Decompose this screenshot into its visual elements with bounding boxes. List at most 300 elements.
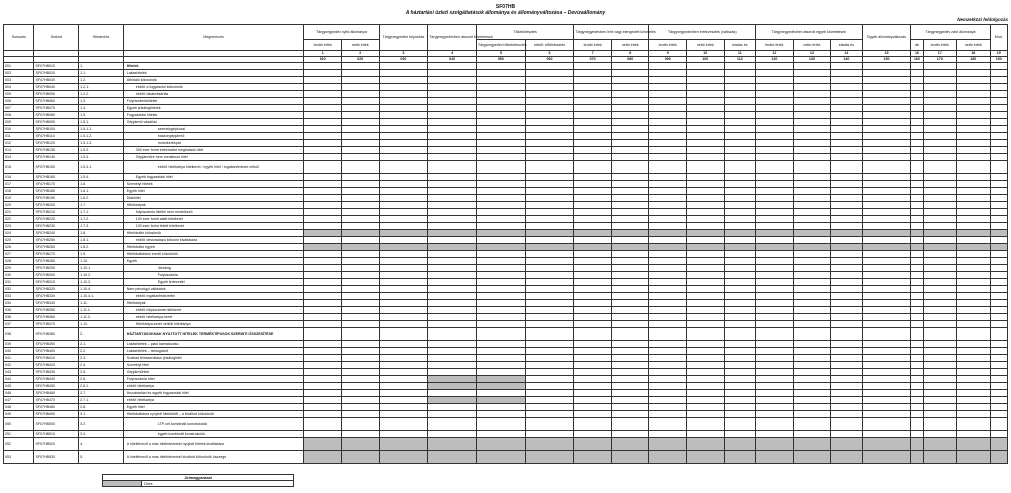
- data-cell[interactable]: [957, 91, 991, 98]
- data-cell[interactable]: [611, 244, 649, 251]
- data-cell[interactable]: [756, 154, 794, 161]
- data-cell[interactable]: [525, 369, 574, 376]
- data-cell[interactable]: [831, 411, 862, 418]
- data-cell[interactable]: [957, 397, 991, 404]
- data-cell[interactable]: [304, 328, 342, 341]
- data-cell[interactable]: [379, 321, 428, 328]
- data-cell[interactable]: [379, 286, 428, 293]
- data-cell[interactable]: [923, 286, 956, 293]
- data-cell[interactable]: [724, 397, 755, 404]
- data-cell[interactable]: [574, 202, 612, 209]
- data-cell[interactable]: [862, 286, 911, 293]
- data-cell[interactable]: [957, 321, 991, 328]
- data-cell[interactable]: [476, 161, 525, 174]
- data-cell[interactable]: [379, 251, 428, 258]
- data-cell[interactable]: [304, 181, 342, 188]
- data-cell[interactable]: [957, 307, 991, 314]
- data-cell[interactable]: [911, 348, 923, 355]
- data-cell[interactable]: [341, 105, 379, 112]
- data-cell[interactable]: [793, 397, 831, 404]
- data-cell[interactable]: [990, 328, 1007, 341]
- data-cell[interactable]: [911, 258, 923, 265]
- data-cell[interactable]: [304, 307, 342, 314]
- data-cell[interactable]: [756, 341, 794, 348]
- data-cell[interactable]: [793, 390, 831, 397]
- data-cell[interactable]: [756, 119, 794, 126]
- data-cell[interactable]: [574, 112, 612, 119]
- data-cell[interactable]: [611, 140, 649, 147]
- data-cell[interactable]: [428, 63, 477, 70]
- data-cell[interactable]: [341, 397, 379, 404]
- data-cell[interactable]: [649, 147, 687, 154]
- data-cell[interactable]: [341, 300, 379, 307]
- data-cell[interactable]: [687, 230, 725, 237]
- data-cell[interactable]: [476, 244, 525, 251]
- data-cell[interactable]: [990, 279, 1007, 286]
- data-cell[interactable]: [574, 362, 612, 369]
- data-cell[interactable]: [831, 348, 862, 355]
- data-cell[interactable]: [756, 397, 794, 404]
- data-cell[interactable]: [611, 223, 649, 230]
- data-cell[interactable]: [341, 70, 379, 77]
- data-cell[interactable]: [525, 362, 574, 369]
- data-cell[interactable]: [525, 404, 574, 411]
- data-cell[interactable]: [831, 140, 862, 147]
- data-cell[interactable]: [756, 70, 794, 77]
- data-cell[interactable]: [428, 369, 477, 376]
- data-cell[interactable]: [379, 383, 428, 390]
- data-cell[interactable]: [525, 438, 574, 451]
- data-cell[interactable]: [911, 181, 923, 188]
- data-cell[interactable]: [862, 133, 911, 140]
- data-cell[interactable]: [611, 321, 649, 328]
- data-cell[interactable]: [862, 307, 911, 314]
- data-cell[interactable]: [957, 105, 991, 112]
- data-cell[interactable]: [428, 411, 477, 418]
- data-cell[interactable]: [476, 355, 525, 362]
- data-cell[interactable]: [428, 230, 477, 237]
- data-cell[interactable]: [724, 209, 755, 216]
- data-cell[interactable]: [649, 244, 687, 251]
- data-cell[interactable]: [756, 202, 794, 209]
- data-cell[interactable]: [304, 362, 342, 369]
- data-cell[interactable]: [831, 98, 862, 105]
- data-cell[interactable]: [649, 230, 687, 237]
- data-cell[interactable]: [379, 112, 428, 119]
- data-cell[interactable]: [862, 258, 911, 265]
- data-cell[interactable]: [379, 216, 428, 223]
- data-cell[interactable]: [862, 293, 911, 300]
- data-cell[interactable]: [341, 418, 379, 431]
- data-cell[interactable]: [476, 209, 525, 216]
- data-cell[interactable]: [574, 84, 612, 91]
- data-cell[interactable]: [476, 404, 525, 411]
- data-cell[interactable]: [476, 91, 525, 98]
- data-cell[interactable]: [574, 341, 612, 348]
- data-cell[interactable]: [923, 376, 956, 383]
- data-cell[interactable]: [428, 451, 477, 464]
- data-cell[interactable]: [341, 362, 379, 369]
- data-cell[interactable]: [476, 84, 525, 91]
- data-cell[interactable]: [525, 140, 574, 147]
- data-cell[interactable]: [911, 328, 923, 341]
- data-cell[interactable]: [476, 154, 525, 161]
- data-cell[interactable]: [923, 133, 956, 140]
- data-cell[interactable]: [611, 188, 649, 195]
- data-cell[interactable]: [957, 244, 991, 251]
- data-cell[interactable]: [525, 70, 574, 77]
- data-cell[interactable]: [649, 161, 687, 174]
- data-cell[interactable]: [862, 265, 911, 272]
- data-cell[interactable]: [428, 300, 477, 307]
- data-cell[interactable]: [724, 293, 755, 300]
- data-cell[interactable]: [687, 112, 725, 119]
- data-cell[interactable]: [957, 181, 991, 188]
- data-cell[interactable]: [724, 63, 755, 70]
- data-cell[interactable]: [574, 237, 612, 244]
- data-cell[interactable]: [724, 126, 755, 133]
- data-cell[interactable]: [476, 119, 525, 126]
- data-cell[interactable]: [649, 376, 687, 383]
- data-cell[interactable]: [687, 126, 725, 133]
- data-cell[interactable]: [649, 272, 687, 279]
- data-cell[interactable]: [687, 293, 725, 300]
- data-cell[interactable]: [476, 418, 525, 431]
- data-cell[interactable]: [379, 133, 428, 140]
- data-cell[interactable]: [611, 195, 649, 202]
- data-cell[interactable]: [687, 237, 725, 244]
- data-cell[interactable]: [476, 431, 525, 438]
- data-cell[interactable]: [831, 63, 862, 70]
- data-cell[interactable]: [574, 431, 612, 438]
- data-cell[interactable]: [379, 404, 428, 411]
- data-cell[interactable]: [476, 411, 525, 418]
- data-cell[interactable]: [756, 209, 794, 216]
- data-cell[interactable]: [304, 390, 342, 397]
- data-cell[interactable]: [304, 321, 342, 328]
- data-cell[interactable]: [611, 404, 649, 411]
- data-cell[interactable]: [862, 390, 911, 397]
- data-cell[interactable]: [428, 223, 477, 230]
- data-cell[interactable]: [911, 237, 923, 244]
- data-cell[interactable]: [957, 404, 991, 411]
- data-cell[interactable]: [574, 272, 612, 279]
- data-cell[interactable]: [574, 355, 612, 362]
- data-cell[interactable]: [911, 431, 923, 438]
- data-cell[interactable]: [525, 181, 574, 188]
- data-cell[interactable]: [793, 216, 831, 223]
- data-cell[interactable]: [923, 307, 956, 314]
- data-cell[interactable]: [428, 181, 477, 188]
- data-cell[interactable]: [990, 431, 1007, 438]
- data-cell[interactable]: [911, 383, 923, 390]
- data-cell[interactable]: [724, 376, 755, 383]
- data-cell[interactable]: [341, 258, 379, 265]
- data-cell[interactable]: [525, 237, 574, 244]
- data-cell[interactable]: [990, 147, 1007, 154]
- data-cell[interactable]: [304, 314, 342, 321]
- data-cell[interactable]: [379, 411, 428, 418]
- data-cell[interactable]: [687, 376, 725, 383]
- data-cell[interactable]: [911, 140, 923, 147]
- data-cell[interactable]: [525, 390, 574, 397]
- data-cell[interactable]: [793, 209, 831, 216]
- data-cell[interactable]: [379, 348, 428, 355]
- data-cell[interactable]: [476, 300, 525, 307]
- data-cell[interactable]: [724, 195, 755, 202]
- data-cell[interactable]: [649, 174, 687, 181]
- data-cell[interactable]: [862, 154, 911, 161]
- data-cell[interactable]: [341, 209, 379, 216]
- data-cell[interactable]: [862, 328, 911, 341]
- data-cell[interactable]: [525, 307, 574, 314]
- data-cell[interactable]: [756, 112, 794, 119]
- data-cell[interactable]: [611, 112, 649, 119]
- data-cell[interactable]: [649, 223, 687, 230]
- data-cell[interactable]: [862, 451, 911, 464]
- data-cell[interactable]: [304, 293, 342, 300]
- data-cell[interactable]: [957, 223, 991, 230]
- data-cell[interactable]: [957, 119, 991, 126]
- data-cell[interactable]: [923, 362, 956, 369]
- data-cell[interactable]: [990, 126, 1007, 133]
- data-cell[interactable]: [957, 230, 991, 237]
- data-cell[interactable]: [304, 174, 342, 181]
- data-cell[interactable]: [862, 70, 911, 77]
- data-cell[interactable]: [428, 341, 477, 348]
- data-cell[interactable]: [379, 258, 428, 265]
- data-cell[interactable]: [649, 390, 687, 397]
- data-cell[interactable]: [957, 258, 991, 265]
- data-cell[interactable]: [649, 404, 687, 411]
- data-cell[interactable]: [341, 438, 379, 451]
- data-cell[interactable]: [574, 321, 612, 328]
- data-cell[interactable]: [923, 355, 956, 362]
- data-cell[interactable]: [379, 202, 428, 209]
- data-cell[interactable]: [687, 362, 725, 369]
- data-cell[interactable]: [831, 438, 862, 451]
- data-cell[interactable]: [831, 188, 862, 195]
- data-cell[interactable]: [990, 70, 1007, 77]
- data-cell[interactable]: [756, 237, 794, 244]
- data-cell[interactable]: [862, 411, 911, 418]
- data-cell[interactable]: [611, 397, 649, 404]
- data-cell[interactable]: [687, 174, 725, 181]
- data-cell[interactable]: [911, 251, 923, 258]
- data-cell[interactable]: [341, 140, 379, 147]
- data-cell[interactable]: [793, 431, 831, 438]
- data-cell[interactable]: [379, 438, 428, 451]
- data-cell[interactable]: [793, 154, 831, 161]
- data-cell[interactable]: [756, 438, 794, 451]
- data-cell[interactable]: [341, 63, 379, 70]
- data-cell[interactable]: [379, 369, 428, 376]
- data-cell[interactable]: [649, 63, 687, 70]
- data-cell[interactable]: [341, 161, 379, 174]
- data-cell[interactable]: [428, 272, 477, 279]
- data-cell[interactable]: [831, 355, 862, 362]
- data-cell[interactable]: [574, 451, 612, 464]
- data-cell[interactable]: [611, 209, 649, 216]
- data-cell[interactable]: [724, 70, 755, 77]
- data-cell[interactable]: [687, 91, 725, 98]
- data-cell[interactable]: [990, 362, 1007, 369]
- data-cell[interactable]: [957, 70, 991, 77]
- data-cell[interactable]: [923, 174, 956, 181]
- data-cell[interactable]: [724, 154, 755, 161]
- data-cell[interactable]: [525, 321, 574, 328]
- data-cell[interactable]: [923, 112, 956, 119]
- data-cell[interactable]: [304, 418, 342, 431]
- data-cell[interactable]: [649, 126, 687, 133]
- data-cell[interactable]: [476, 286, 525, 293]
- data-cell[interactable]: [724, 390, 755, 397]
- data-cell[interactable]: [923, 161, 956, 174]
- data-cell[interactable]: [687, 411, 725, 418]
- data-cell[interactable]: [724, 84, 755, 91]
- data-cell[interactable]: [756, 369, 794, 376]
- data-cell[interactable]: [756, 286, 794, 293]
- data-cell[interactable]: [990, 355, 1007, 362]
- data-cell[interactable]: [304, 209, 342, 216]
- data-cell[interactable]: [756, 244, 794, 251]
- data-cell[interactable]: [574, 70, 612, 77]
- data-cell[interactable]: [379, 362, 428, 369]
- data-cell[interactable]: [990, 451, 1007, 464]
- data-cell[interactable]: [428, 112, 477, 119]
- data-cell[interactable]: [923, 126, 956, 133]
- data-cell[interactable]: [476, 307, 525, 314]
- data-cell[interactable]: [990, 293, 1007, 300]
- data-cell[interactable]: [476, 293, 525, 300]
- data-cell[interactable]: [649, 362, 687, 369]
- data-cell[interactable]: [428, 70, 477, 77]
- data-cell[interactable]: [341, 126, 379, 133]
- data-cell[interactable]: [724, 369, 755, 376]
- data-cell[interactable]: [649, 133, 687, 140]
- data-cell[interactable]: [428, 348, 477, 355]
- data-cell[interactable]: [724, 418, 755, 431]
- data-cell[interactable]: [649, 258, 687, 265]
- data-cell[interactable]: [923, 84, 956, 91]
- data-cell[interactable]: [911, 112, 923, 119]
- data-cell[interactable]: [862, 63, 911, 70]
- data-cell[interactable]: [574, 411, 612, 418]
- data-cell[interactable]: [831, 91, 862, 98]
- data-cell[interactable]: [649, 112, 687, 119]
- data-cell[interactable]: [687, 321, 725, 328]
- data-cell[interactable]: [341, 98, 379, 105]
- data-cell[interactable]: [923, 223, 956, 230]
- data-cell[interactable]: [304, 355, 342, 362]
- data-cell[interactable]: [341, 355, 379, 362]
- data-cell[interactable]: [862, 383, 911, 390]
- data-cell[interactable]: [687, 307, 725, 314]
- data-cell[interactable]: [911, 91, 923, 98]
- data-cell[interactable]: [525, 286, 574, 293]
- data-cell[interactable]: [428, 174, 477, 181]
- data-cell[interactable]: [379, 307, 428, 314]
- data-cell[interactable]: [831, 237, 862, 244]
- data-cell[interactable]: [957, 431, 991, 438]
- data-cell[interactable]: [379, 265, 428, 272]
- data-cell[interactable]: [687, 154, 725, 161]
- data-cell[interactable]: [831, 126, 862, 133]
- data-cell[interactable]: [911, 98, 923, 105]
- data-cell[interactable]: [574, 418, 612, 431]
- data-cell[interactable]: [525, 84, 574, 91]
- data-cell[interactable]: [304, 133, 342, 140]
- data-cell[interactable]: [525, 251, 574, 258]
- data-cell[interactable]: [304, 286, 342, 293]
- data-cell[interactable]: [341, 237, 379, 244]
- data-cell[interactable]: [831, 147, 862, 154]
- data-cell[interactable]: [379, 223, 428, 230]
- data-cell[interactable]: [379, 390, 428, 397]
- data-cell[interactable]: [756, 300, 794, 307]
- data-cell[interactable]: [611, 133, 649, 140]
- data-cell[interactable]: [428, 376, 477, 383]
- data-cell[interactable]: [793, 376, 831, 383]
- data-cell[interactable]: [379, 431, 428, 438]
- data-cell[interactable]: [756, 91, 794, 98]
- data-cell[interactable]: [793, 133, 831, 140]
- data-cell[interactable]: [957, 376, 991, 383]
- data-cell[interactable]: [990, 105, 1007, 112]
- data-cell[interactable]: [724, 237, 755, 244]
- data-cell[interactable]: [611, 84, 649, 91]
- data-cell[interactable]: [923, 140, 956, 147]
- data-cell[interactable]: [724, 362, 755, 369]
- data-cell[interactable]: [911, 272, 923, 279]
- data-cell[interactable]: [990, 321, 1007, 328]
- data-cell[interactable]: [341, 431, 379, 438]
- data-cell[interactable]: [525, 195, 574, 202]
- data-cell[interactable]: [831, 279, 862, 286]
- data-cell[interactable]: [923, 383, 956, 390]
- data-cell[interactable]: [724, 411, 755, 418]
- data-cell[interactable]: [793, 161, 831, 174]
- data-cell[interactable]: [911, 279, 923, 286]
- data-cell[interactable]: [379, 188, 428, 195]
- data-cell[interactable]: [862, 195, 911, 202]
- data-cell[interactable]: [649, 369, 687, 376]
- data-cell[interactable]: [341, 272, 379, 279]
- data-cell[interactable]: [574, 251, 612, 258]
- data-cell[interactable]: [793, 98, 831, 105]
- data-cell[interactable]: [793, 126, 831, 133]
- data-cell[interactable]: [862, 279, 911, 286]
- data-cell[interactable]: [957, 188, 991, 195]
- data-cell[interactable]: [957, 438, 991, 451]
- data-cell[interactable]: [756, 418, 794, 431]
- data-cell[interactable]: [611, 418, 649, 431]
- data-cell[interactable]: [611, 431, 649, 438]
- data-cell[interactable]: [476, 376, 525, 383]
- data-cell[interactable]: [341, 84, 379, 91]
- data-cell[interactable]: [957, 328, 991, 341]
- data-cell[interactable]: [428, 383, 477, 390]
- data-cell[interactable]: [687, 272, 725, 279]
- data-cell[interactable]: [428, 328, 477, 341]
- data-cell[interactable]: [793, 63, 831, 70]
- data-cell[interactable]: [724, 77, 755, 84]
- data-cell[interactable]: [793, 341, 831, 348]
- data-cell[interactable]: [831, 390, 862, 397]
- data-cell[interactable]: [724, 438, 755, 451]
- data-cell[interactable]: [379, 272, 428, 279]
- data-cell[interactable]: [304, 383, 342, 390]
